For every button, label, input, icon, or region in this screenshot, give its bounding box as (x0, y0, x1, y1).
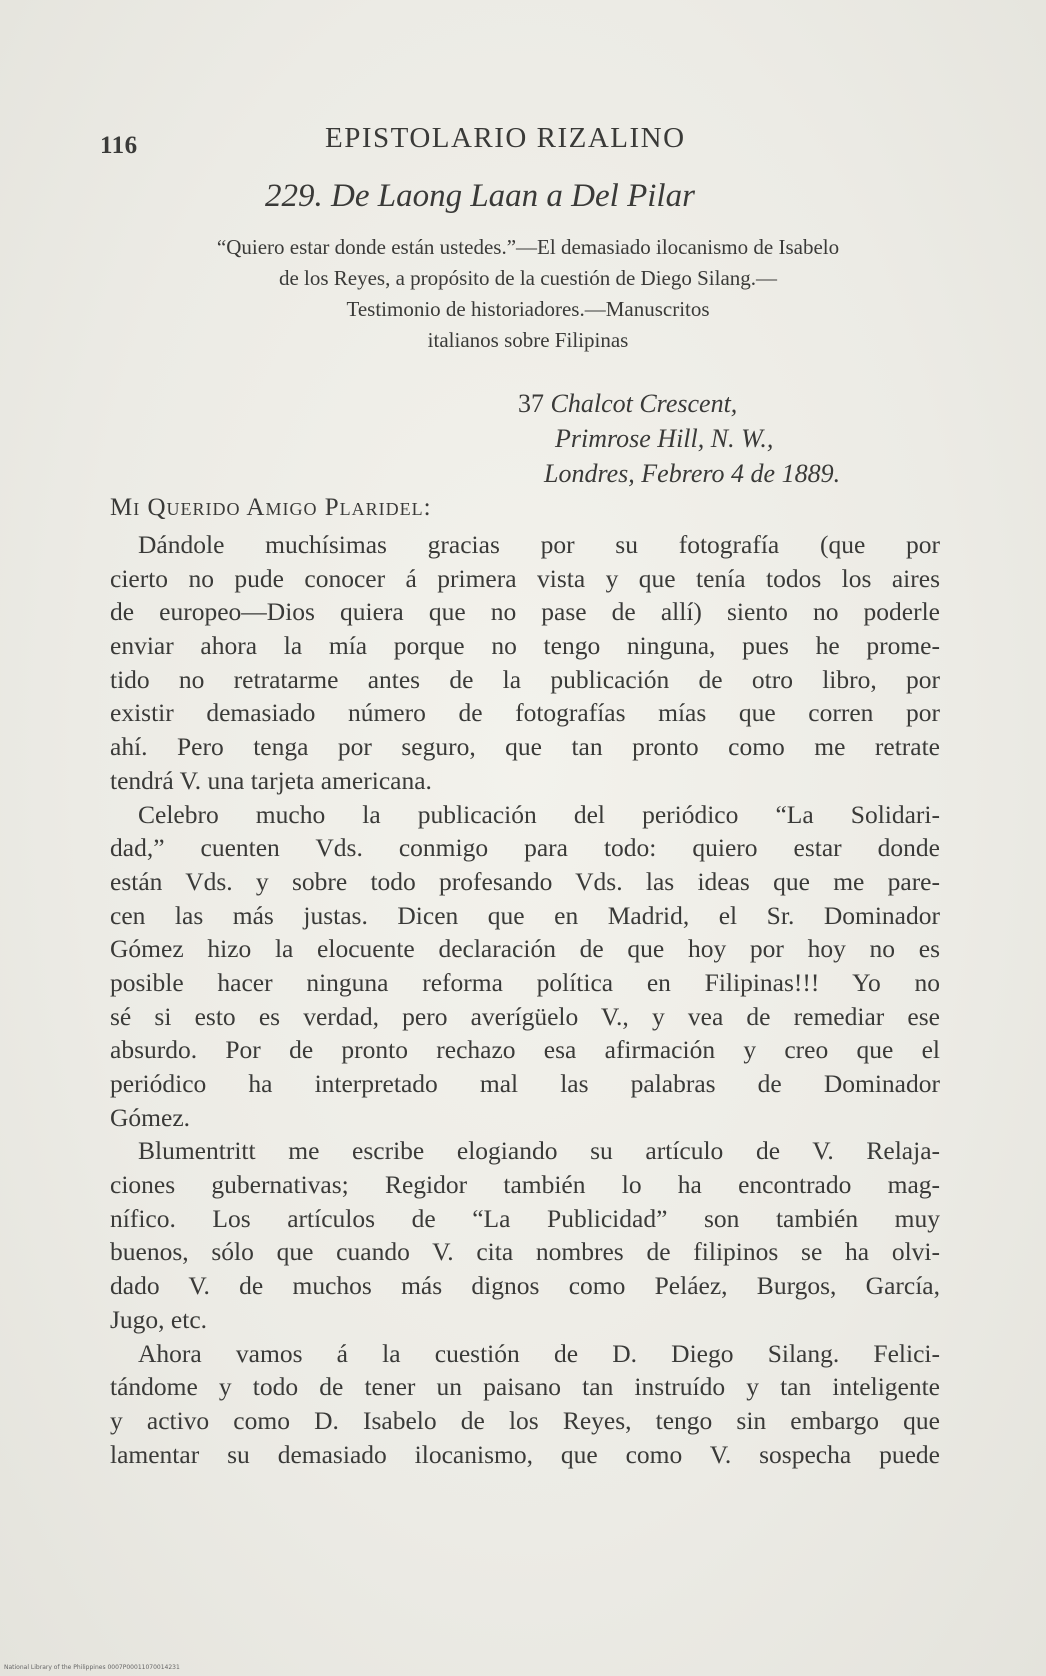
letter-summary (118, 232, 938, 356)
page-header (100, 118, 960, 168)
body-line: sé si esto es verdad, pero averígüelo V., y vea de remediar ese (110, 1001, 940, 1031)
running-head: EPISTOLARIO RIZALINO (325, 122, 686, 154)
body-line: tido no retratarme antes de la publicación de otro libro, por (110, 664, 940, 694)
body-line: Blumentritt me escribe elogiando su artículo de V. Relaja- (138, 1136, 940, 1166)
letter-body (110, 528, 940, 1471)
address-number: 37 (518, 389, 544, 418)
body-line: cierto no pude conocer á primera vista y que tenía todos los aires (110, 563, 940, 593)
body-line: tendrá V. una tarjeta americana. (110, 765, 432, 795)
body-line: dado V. de muchos más dignos como Peláez, Burgos, García, (110, 1271, 940, 1301)
body-line: posible hacer ninguna reforma política en Filipinas!!! Yo no (110, 967, 940, 997)
library-stamp: National Library of the Philippines 0007P00011070014231 (4, 1664, 180, 1671)
body-line: de europeo—Dios quiera que no pase de allí) siento no poderle (110, 597, 940, 627)
body-line: dad,” cuenten Vds. conmigo para todo: quiero estar donde (110, 833, 940, 863)
body-line: Gómez. (110, 1102, 191, 1132)
address-line: Primrose Hill, N. W., (555, 424, 774, 453)
summary-line: Testimonio de historiadores.—Manuscritos (346, 297, 710, 321)
body-line: absurdo. Por de pronto rechazo esa afirmación y creo que el (110, 1035, 940, 1065)
salutation: Mi Querido Amigo Plaridel: (110, 494, 432, 521)
body-line: periódico ha interpretado mal las palabras de Dominador (110, 1069, 940, 1098)
body-line: Jugo, etc. (110, 1304, 208, 1334)
body-line: existir demasiado número de fotografías mías que corren por (110, 698, 940, 728)
body-line: nífico. Los artículos de “La Publicidad” son también muy (110, 1203, 940, 1233)
body-line: ciones gubernativas; Regidor también lo ha encontrado mag- (110, 1170, 940, 1200)
body-line: Celebro mucho la publicación del periódico “La Solidari- (138, 799, 940, 829)
body-line: buenos, sólo que cuando V. cita nombres de filipinos se ha olvi- (110, 1237, 940, 1267)
body-line: Gómez hizo la elocuente declaración de que hoy por hoy no es (110, 934, 940, 964)
letter-title: 229. De Laong Laan a Del Pilar (265, 178, 695, 214)
address-street: Chalcot Crescent, (550, 389, 738, 418)
body-line: tándome y todo de tener un paisano tan instruído y tan inteligente (110, 1372, 940, 1402)
sender-address (510, 386, 930, 491)
summary-line: italianos sobre Filipinas (427, 328, 629, 352)
address-date-line: Londres, Febrero 4 de 1889. (544, 459, 841, 488)
body-line: cen las más justas. Dicen que en Madrid, el Sr. Dominador (110, 900, 940, 930)
body-line: ahí. Pero tenga por seguro, que tan pronto como me retrate (110, 732, 940, 762)
body-line: y activo como D. Isabelo de los Reyes, tengo sin embargo que (110, 1405, 940, 1435)
body-line: lamentar su demasiado ilocanismo, que como V. sospecha puede (110, 1439, 940, 1469)
body-line: están Vds. y sobre todo profesando Vds. las ideas que me pare- (110, 866, 940, 896)
body-line: enviar ahora la mía porque no tengo ninguna, pues he prome- (110, 631, 940, 661)
page-number: 116 (100, 132, 138, 159)
body-line: Dándole muchísimas gracias por su fotografía (que por (138, 530, 940, 559)
address-line (510, 386, 930, 421)
summary-line: “Quiero estar donde están ustedes.”—El demasiado ilocanismo de Isabelo (216, 235, 840, 259)
body-line: Ahora vamos á la cuestión de D. Diego Silang. Felici- (138, 1338, 940, 1368)
summary-line: de los Reyes, a propósito de la cuestión de Diego Silang.— (278, 266, 778, 290)
